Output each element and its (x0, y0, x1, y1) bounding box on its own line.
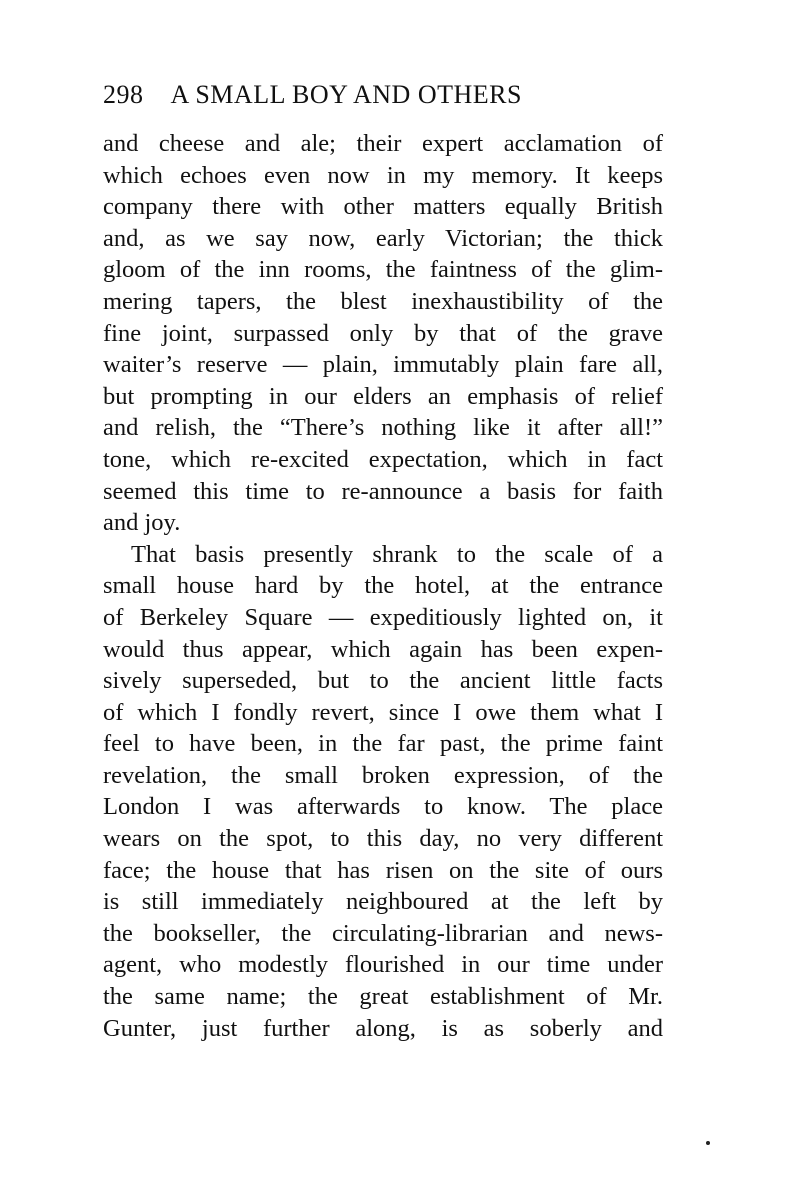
text-line: of which I fondly revert, since I owe them what I (103, 698, 663, 726)
body-text (103, 128, 663, 1044)
running-title: A SMALL BOY AND OTHERS (170, 80, 522, 109)
paragraph-2 (103, 539, 663, 1045)
text-line: and joy. (103, 509, 181, 537)
text-line: wears on the spot, to this day, no very different (103, 825, 663, 853)
text-line: and relish, the “There’s nothing like it after all!” (103, 414, 663, 442)
text-line: and, as we say now, early Victorian; the thick (103, 224, 663, 252)
text-line: sively superseded, but to the ancient little facts (103, 667, 663, 695)
text-line: face; the house that has risen on the site of ours (103, 856, 663, 884)
text-line: company there with other matters equally British (103, 193, 663, 221)
text-line: is still immediately neighboured at the left by (103, 888, 663, 916)
print-speck (706, 1141, 710, 1145)
text-line: tone, which re-excited expectation, which in fact (103, 445, 663, 473)
text-line: Gunter, just further along, is as soberly and (103, 1014, 663, 1042)
text-line: London I was afterwards to know. The place (103, 793, 663, 821)
text-line: seemed this time to re-announce a basis for faith (103, 477, 663, 505)
text-line: but prompting in our elders an emphasis of relief (103, 382, 663, 410)
page-number: 298 (103, 80, 144, 109)
paragraph-1 (103, 128, 663, 539)
text-line: gloom of the inn rooms, the faintness of the glim- (103, 256, 663, 284)
text-line: fine joint, surpassed only by that of the grave (103, 319, 663, 347)
text-line: and cheese and ale; their expert acclamation of (103, 130, 663, 157)
text-line: revelation, the small broken expression, of the (103, 761, 663, 789)
text-line: waiter’s reserve — plain, immutably plain fare all, (103, 351, 663, 379)
text-line: agent, who modestly flourished in our time under (103, 951, 663, 979)
text-line: That basis presently shrank to the scale of a (131, 540, 663, 568)
text-line: would thus appear, which again has been expen- (103, 635, 663, 663)
text-line: mering tapers, the blest inexhaustibility of the (103, 287, 663, 315)
text-line: the same name; the great establishment of Mr. (103, 983, 663, 1011)
page-header (103, 80, 663, 120)
text-line: the bookseller, the circulating-librarian and news- (103, 919, 663, 947)
text-line: small house hard by the hotel, at the entrance (103, 572, 663, 600)
text-line: which echoes even now in my memory. It keeps (103, 161, 663, 189)
text-line: of Berkeley Square — expeditiously lighted on, it (103, 603, 663, 631)
text-line: feel to have been, in the far past, the prime faint (103, 730, 663, 758)
